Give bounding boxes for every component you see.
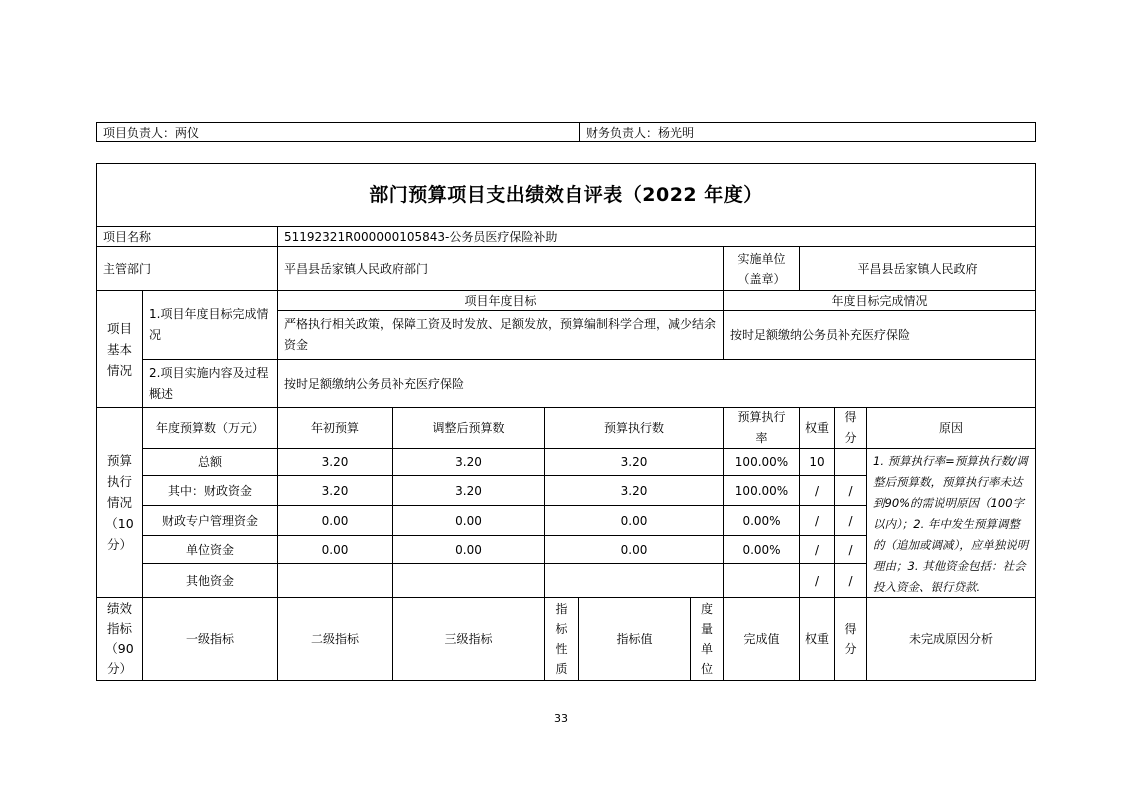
budget-row-executed: 0.00 xyxy=(544,535,724,564)
perf-completed: 完成值 xyxy=(723,597,800,681)
project-leader: 项目负责人：两仪 xyxy=(103,125,200,140)
dept-label: 主管部门 xyxy=(96,246,278,291)
budget-row-executed: 3.20 xyxy=(544,448,724,476)
basic-section-label: 项目 基本 情况 xyxy=(96,290,143,408)
hdr-annual: 年度预算数（万元） xyxy=(142,407,278,449)
budget-row-executed: 0.00 xyxy=(544,505,724,536)
budget-section-label: 预算 执行 情况 （10 分） xyxy=(96,407,143,598)
hdr-reason: 原因 xyxy=(866,407,1036,449)
item1-label: 1.项目年度目标完成情况 xyxy=(142,290,278,360)
budget-row-name: 财政专户管理资金 xyxy=(142,505,278,536)
budget-row-initial: 0.00 xyxy=(277,505,393,536)
item2-label: 2.项目实施内容及过程概述 xyxy=(142,359,278,408)
hdr-initial: 年初预算 xyxy=(277,407,393,449)
item2-text: 按时足额缴纳公务员补充医疗保险 xyxy=(277,359,1036,408)
budget-row-score: / xyxy=(834,505,867,536)
budget-row-initial: 3.20 xyxy=(277,475,393,506)
budget-row-rate: 100.00% xyxy=(723,475,800,506)
perf-level1: 一级指标 xyxy=(142,597,278,681)
budget-row-name: 总额 xyxy=(142,448,278,476)
hdr-executed: 预算执行数 xyxy=(544,407,724,449)
perf-nature: 指 标 性 质 xyxy=(544,597,579,681)
budget-row-rate: 0.00% xyxy=(723,535,800,564)
project-name-label: 项目名称 xyxy=(96,226,278,247)
impl-unit-value: 平昌县岳家镇人民政府 xyxy=(799,246,1036,291)
budget-row-score xyxy=(834,448,867,476)
hdr-rate: 预算执行率 xyxy=(723,407,800,449)
budget-row-executed: 3.20 xyxy=(544,475,724,506)
hdr-weight: 权重 xyxy=(799,407,835,449)
budget-row-rate: 100.00% xyxy=(723,448,800,476)
done-text: 按时足额缴纳公务员补充医疗保险 xyxy=(723,310,1036,360)
budget-row-weight: / xyxy=(799,535,835,564)
perf-level3: 三级指标 xyxy=(392,597,545,681)
form-title: 部门预算项目支出绩效自评表（2022 年度） xyxy=(96,163,1036,227)
finance-leader: 财务负责人：杨光明 xyxy=(586,125,695,140)
dept-value: 平昌县岳家镇人民政府部门 xyxy=(277,246,724,291)
budget-row-weight: / xyxy=(799,563,835,598)
budget-row-weight: 10 xyxy=(799,448,835,476)
budget-row-initial: 0.00 xyxy=(277,535,393,564)
page-number: 33 xyxy=(554,712,568,725)
budget-row-rate: 0.00% xyxy=(723,505,800,536)
budget-row-executed xyxy=(544,563,724,598)
budget-row-adjusted xyxy=(392,563,545,598)
hdr-score: 得分 xyxy=(834,407,867,449)
budget-row-adjusted: 3.20 xyxy=(392,475,545,506)
budget-row-adjusted: 0.00 xyxy=(392,535,545,564)
budget-row-score: / xyxy=(834,563,867,598)
target-text: 严格执行相关政策，保障工资及时发放、足额发放，预算编制科学合理，减少结余资金 xyxy=(277,310,724,360)
perf-value: 指标值 xyxy=(578,597,691,681)
budget-row-initial xyxy=(277,563,393,598)
col-done-header: 年度目标完成情况 xyxy=(723,290,1036,311)
perf-unit: 度 量 单 位 xyxy=(690,597,724,681)
budget-row-score: / xyxy=(834,475,867,506)
budget-row-score: / xyxy=(834,535,867,564)
impl-unit-label: 实施单位 （盖章） xyxy=(723,246,800,291)
budget-row-weight: / xyxy=(799,505,835,536)
col-target-header: 项目年度目标 xyxy=(277,290,724,311)
budget-row-adjusted: 0.00 xyxy=(392,505,545,536)
budget-row-rate xyxy=(723,563,800,598)
project-name-value: 51192321R000000105843-公务员医疗保险补助 xyxy=(277,226,1036,247)
budget-row-name: 其中：财政资金 xyxy=(142,475,278,506)
budget-row-name: 单位资金 xyxy=(142,535,278,564)
perf-analysis: 未完成原因分析 xyxy=(866,597,1036,681)
hdr-adjusted: 调整后预算数 xyxy=(392,407,545,449)
perf-section-label: 绩效 指标 （90 分） xyxy=(96,597,143,681)
perf-score: 得 分 xyxy=(834,597,867,681)
budget-row-initial: 3.20 xyxy=(277,448,393,476)
budget-row-name: 其他资金 xyxy=(142,563,278,598)
budget-row-weight: / xyxy=(799,475,835,506)
perf-weight: 权重 xyxy=(799,597,835,681)
budget-note: 1. 预算执行率=预算执行数/调整后预算数，预算执行率未达到90%的需说明原因（100字以内）；2. 年中发生预算调整的（追加或调减），应单独说明理由；3. 其他资金包括：社会投入资金、银行贷款. xyxy=(866,448,1036,598)
budget-row-adjusted: 3.20 xyxy=(392,448,545,476)
perf-level2: 二级指标 xyxy=(277,597,393,681)
